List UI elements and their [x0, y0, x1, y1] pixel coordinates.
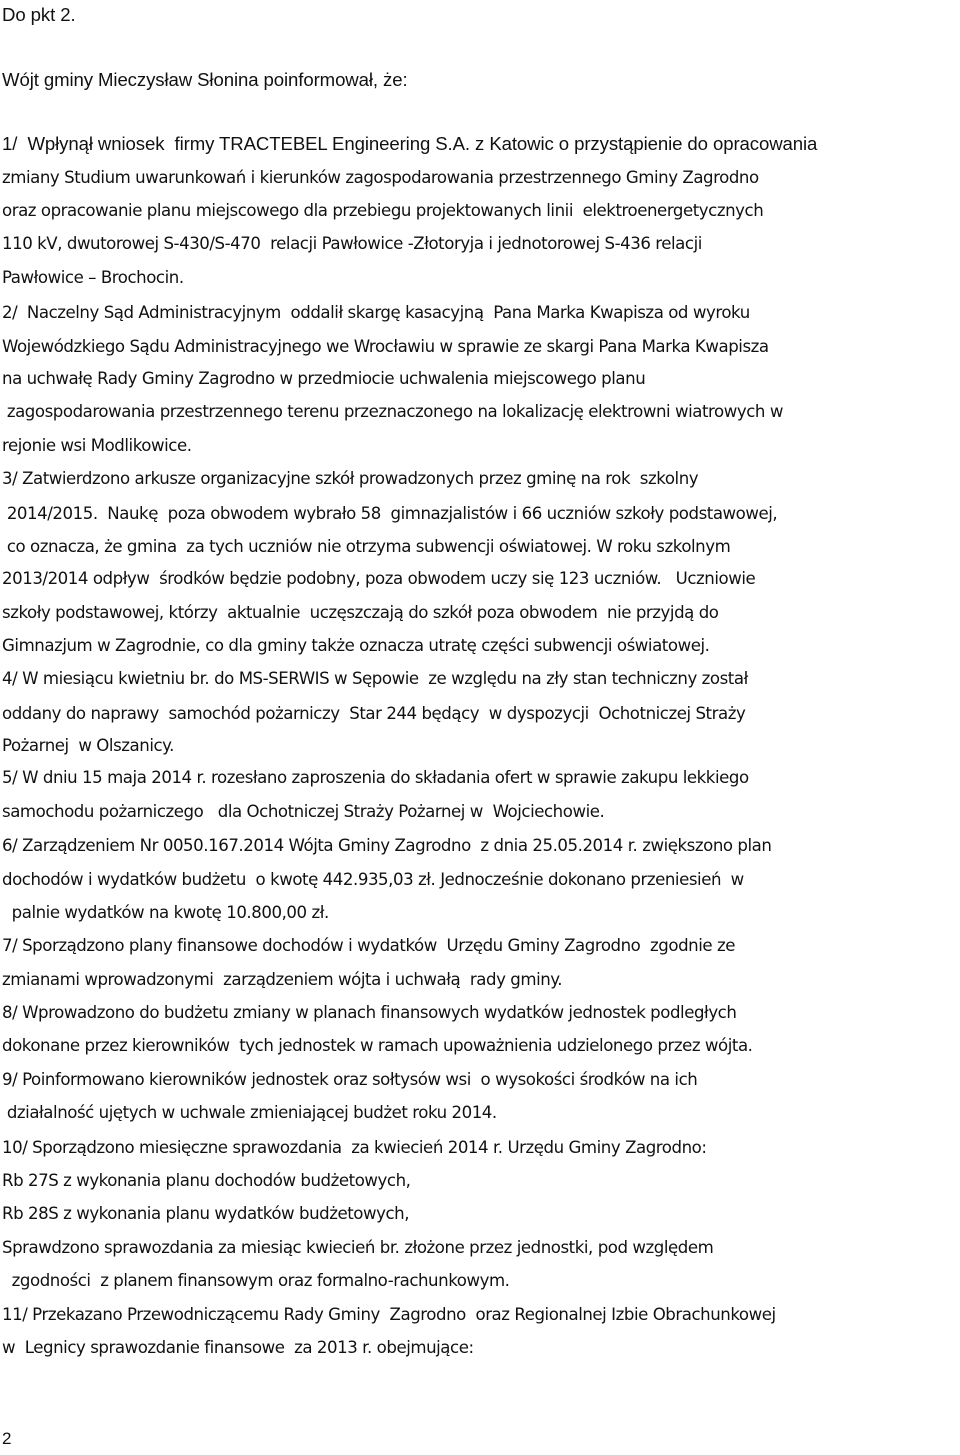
text-line: Sprawdzono sprawozdania za miesiąc kwiecień br. złożone przez jednostki, pod względem [2, 1238, 714, 1257]
text-line: 110 kV, dwutorowej S-430/S-470 relacji Pawłowice -Złotoryja i jednotorowej S-436 relacji [2, 234, 702, 253]
text-line: Rb 28S z wykonania planu wydatków budżetowych, [2, 1204, 410, 1223]
text-line: 11/ Przekazano Przewodniczącemu Rady Gminy Zagrodno oraz Regionalnej Izbie Obrachunkowej [2, 1305, 776, 1324]
text-line: dochodów i wydatków budżetu o kwotę 442.935,03 zł. Jednocześnie dokonano przeniesień w [2, 870, 744, 889]
text-line: 5/ W dniu 15 maja 2014 r. rozesłano zaproszenia do składania ofert w sprawie zakupu lekkiego [2, 768, 749, 787]
text-line: Do pkt 2. [2, 4, 76, 25]
text-line: Wójt gminy Mieczysław Słonina poinformował, że: [2, 69, 408, 90]
text-line: 4/ W miesiącu kwietniu br. do MS-SERWIS w Sępowie ze względu na zły stan techniczny został [2, 669, 748, 688]
text-line: zmiany Studium uwarunkowań i kierunków zagospodarowania przestrzennego Gminy Zagrodno [2, 168, 759, 187]
text-line: 3/ Zatwierdzono arkusze organizacyjne szkół prowadzonych przez gminę na rok szkolny [2, 469, 699, 488]
text-line: 9/ Poinformowano kierowników jednostek oraz sołtysów wsi o wysokości środków na ich [2, 1070, 698, 1089]
text-line: co oznacza, że gmina za tych uczniów nie otrzyma subwencji oświatowej. W roku szkolnym [2, 537, 731, 556]
text-line: 8/ Wprowadzono do budżetu zmiany w planach finansowych wydatków jednostek podległych [2, 1003, 737, 1022]
text-line: 2014/2015. Naukę poza obwodem wybrało 58 gimnazjalistów i 66 uczniów szkoły podstawowej, [2, 504, 778, 523]
text-line: Wojewódzkiego Sądu Administracyjnego we Wrocławiu w sprawie ze skargi Pana Marka Kwapisza [2, 337, 769, 356]
text-line: zmianami wprowadzonymi zarządzeniem wójta i uchwałą rady gminy. [2, 970, 563, 989]
text-line: zagospodarowania przestrzennego terenu przeznaczonego na lokalizację elektrowni wiatrowych w [2, 402, 783, 421]
text-line: palnie wydatków na kwotę 10.800,00 zł. [2, 903, 329, 922]
text-line: w Legnicy sprawozdanie finansowe za 2013 r. obejmujące: [2, 1338, 474, 1357]
text-line: rejonie wsi Modlikowice. [2, 436, 192, 455]
text-line: Gimnazjum w Zagrodnie, co dla gminy także oznacza utratę części subwencji oświatowej. [2, 636, 710, 655]
text-line: 6/ Zarządzeniem Nr 0050.167.2014 Wójta Gminy Zagrodno z dnia 25.05.2014 r. zwiększono plan [2, 836, 772, 855]
text-line: Rb 27S z wykonania planu dochodów budżetowych, [2, 1171, 411, 1190]
text-line: działalność ujętych w uchwale zmieniającej budżet roku 2014. [2, 1103, 497, 1122]
text-line: 7/ Sporządzono plany finansowe dochodów i wydatków Urzędu Gminy Zagrodno zgodnie ze [2, 936, 735, 955]
text-line: dokonane przez kierowników tych jednostek w ramach upoważnienia udzielonego przez wójta. [2, 1036, 753, 1055]
text-line: zgodności z planem finansowym oraz formalno-rachunkowym. [2, 1271, 510, 1290]
text-line: szkoły podstawowej, którzy aktualnie uczęszczają do szkół poza obwodem nie przyjdą do [2, 603, 719, 622]
text-line: 1/ Wpłynął wniosek firmy TRACTEBEL Engineering S.A. z Katowic o przystąpienie do opracowania [2, 133, 818, 154]
text-line: oddany do naprawy samochód pożarniczy Star 244 będący w dyspozycji Ochotniczej Straży [2, 704, 746, 723]
text-line: samochodu pożarniczego dla Ochotniczej Straży Pożarnej w Wojciechowie. [2, 802, 605, 821]
text-line: 2/ Naczelny Sąd Administracyjnym oddalił skargę kasacyjną Pana Marka Kwapisza od wyroku [2, 303, 750, 322]
text-line: Pawłowice – Brochocin. [2, 268, 184, 287]
page-number: 2 [2, 1429, 12, 1448]
text-line: Pożarnej w Olszanicy. [2, 736, 174, 755]
text-line: na uchwałę Rady Gminy Zagrodno w przedmiocie uchwalenia miejscowego planu [2, 369, 646, 388]
text-line: oraz opracowanie planu miejscowego dla przebiegu projektowanych linii elektroenergetycznych [2, 201, 764, 220]
text-line: 2013/2014 odpływ środków będzie podobny, poza obwodem uczy się 123 uczniów. Uczniowie [2, 569, 756, 588]
text-line: 10/ Sporządzono miesięczne sprawozdania za kwiecień 2014 r. Urzędu Gminy Zagrodno: [2, 1138, 707, 1157]
